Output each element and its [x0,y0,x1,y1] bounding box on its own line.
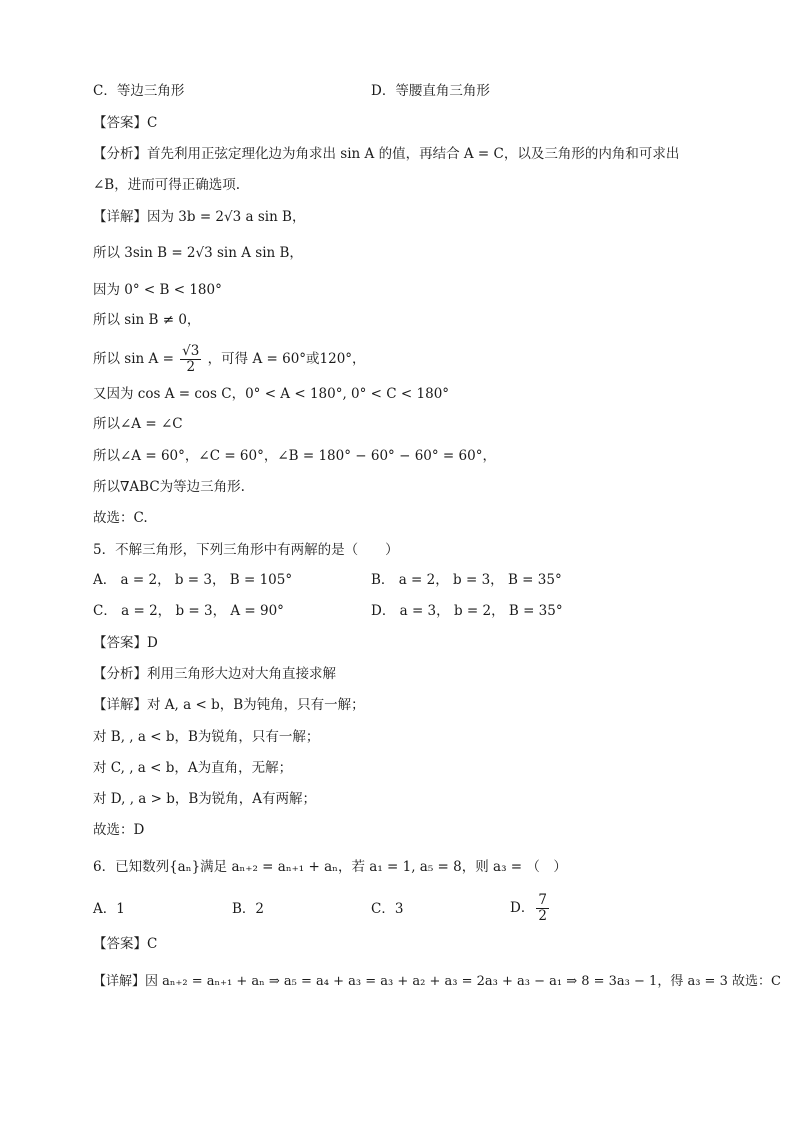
fraction [536,893,549,924]
analysis-5 [93,664,336,684]
question-5-option-d: D． a = 3， b = 2， B = 35° [371,603,563,619]
detail-4-line-3: 因为 0° < B < 180° [93,282,222,298]
answer-4: 【答案】C [93,115,158,131]
detail-text: 因 aₙ₊₂ = aₙ₊₁ + aₙ ⇒ a₅ = a₄ + a₃ = a₃ + a₂ + a₃ = 2a₃ + a₃ − a₁ ⇒ 8 = 3a₃ − 1，得 a₃ = 3 故选：C [145,974,781,989]
detail-4-line-6: 又因为 cos A = cos C，0° < A < 180°, 0° < C < 180° [93,386,450,402]
detail-4-line-2: 所以 3sin B = 2√3 sin A sin B， [93,245,303,261]
detail-text: 对 A, a < b，B为钝角，只有一解； [147,697,365,713]
detail-5-line-2: 对 B, , a < b，B为锐角，只有一解； [93,729,320,745]
detail-4-line-5 [93,340,366,378]
fraction-numerator: 7 [538,892,547,909]
answer-5: 【答案】D [93,635,158,651]
detail-5-line-1 [93,695,365,715]
question-6-option-a: A．1 [93,901,125,917]
detail-4-line-4: 所以 sin B ≠ 0， [93,312,201,328]
option-c-previous: C．等边三角形 [93,83,185,99]
analysis-text: 利用三角形大边对大角直接求解 [147,666,336,682]
detail-4-line-9: 所以∇ABC为等边三角形. [93,479,245,495]
analysis-tag: 【分析】 [93,146,147,162]
fraction-denominator: 2 [538,908,547,924]
detail-tag: 【详解】 [93,974,146,989]
detail-tag: 【详解】 [93,209,147,225]
fraction-numerator: √3 [182,343,200,360]
fraction [180,344,201,375]
answer-6: 【答案】C [93,936,158,952]
fraction-denominator: 2 [186,359,196,375]
analysis-4-line-1 [93,144,679,164]
detail-4-line-7: 所以∠A = ∠C [93,416,183,432]
question-6-option-c: C．3 [371,901,404,917]
analysis-4-line-2: ∠B，进而可得正确选项. [93,177,241,193]
question-5: 5．不解三角形，下列三角形中有两解的是（ ） [93,542,399,558]
option-d-previous: D．等腰直角三角形 [371,83,490,99]
question-5-option-a: A． a = 2， b = 3， B = 105° [93,572,293,588]
detail-6 [93,972,781,992]
analysis-text: 首先利用正弦定理化边为角求出 sin A 的值，再结合 A = C，以及三角形的内角和可求出 [147,146,680,162]
question-6-option-d [510,888,551,928]
detail-tag: 【详解】 [93,697,147,713]
formula-prefix: 所以 sin A = [93,351,174,367]
analysis-tag: 【分析】 [93,666,147,682]
choice-4: 故选：C. [93,510,148,526]
question-6: 6．已知数列{aₙ}满足 aₙ₊₂ = aₙ₊₁ + aₙ，若 a₁ = 1, a₅ = 8，则 a₃ = （ ） [93,859,567,875]
formula-suffix: ，可得 A = 60°或120°， [207,351,366,367]
detail-4-line-8: 所以∠A = 60°，∠C = 60°，∠B = 180° − 60° − 60° = 60°， [93,448,496,464]
detail-5-line-3: 对 C, , a < b，A为直角，无解； [93,760,293,776]
choice-5: 故选：D [93,822,145,838]
option-label: D． [510,900,535,916]
question-5-option-b: B． a = 2， b = 3， B = 35° [371,572,562,588]
detail-5-line-4: 对 D, , a > b，B为锐角，A有两解； [93,791,317,807]
detail-4-line-1 [93,207,305,227]
detail-text: 因为 3b = 2√3 a sin B， [147,209,306,225]
question-6-option-b: B．2 [232,901,265,917]
question-5-option-c: C． a = 2， b = 3， A = 90° [93,603,284,619]
